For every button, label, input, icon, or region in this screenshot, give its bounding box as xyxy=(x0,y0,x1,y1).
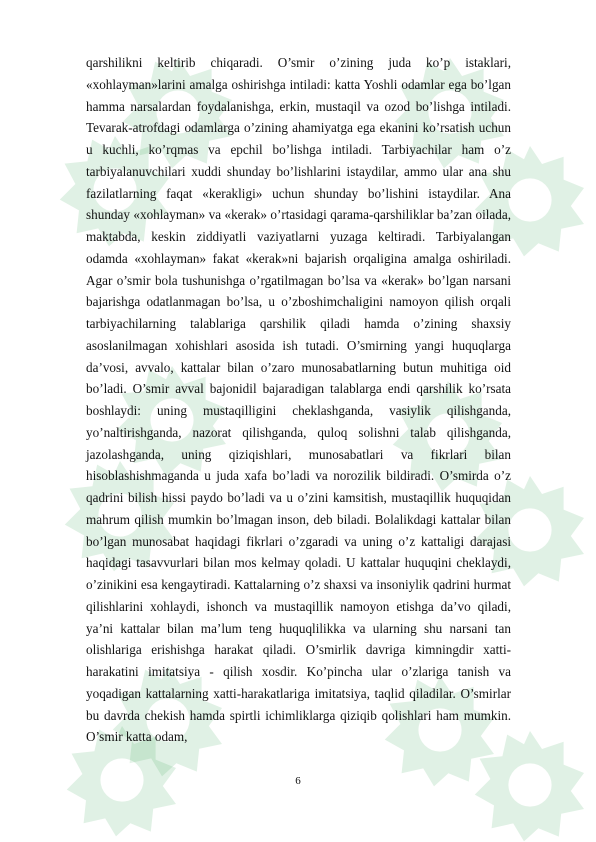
page-number: 6 xyxy=(295,775,301,787)
body-paragraph: qarshilikni keltirib chiqaradi. O’smir o’zining juda ko’p istaklari, «xohlayman»larini amalga oshirishga intiladi: katta Yoshli odamlar ega bo’lgan hamma narsalardan foydalanishga, erkin, mustaqil va ozod bo’lishga intiladi. Tevarak-atrofdagi odamlarga o’zining ahamiyatga ega ekanini ko’rsatish uchun u kuchli, ko’rqmas va epchil bo’lishga intiladi. Tarbiyachilar ham o’z tarbiyalanuvchilari xuddi shunday bo’lishlarini istaydilar, ammo ular ana shu fazilatlarning faqat «kerakligi» uchun shunday bo’lishini istaydilar. Ana shunday «xohlayman» va «kerak» o’rtasidagi qarama-qarshiliklar ba’zan oilada, maktabda, keskin ziddiyatli vaziyatlarni yuzaga keltiradi. Tarbiyalangan odamda «xohlayman» fakat «kerak»ni bajarish orqaligina amalga oshiriladi. Agar o’smir bola tushunishga o’rgatilmagan bo’lsa va «kerak» bo’lgan narsani bajarishga odatlanmagan bo’lsa, u o’zboshimchaligini namoyon qilish orqali tarbiyachilarning talablariga qarshilik qiladi hamda o’zining shaxsiy asoslanilmagan xohishlari asosida ish tutadi. O’smirning yangi huquqlarga da’vosi, avvalo, kattalar bilan o’zaro munosabatlarning butun muhitiga oid bo’ladi. O’smir avval bajonidil bajaradigan talablarga endi qarshilik ko’rsata boshlaydi: uning mustaqilligini cheklashganda, vasiylik qilishganda, yo’naltirishganda, nazorat qilishganda, quloq solishni talab qilishganda, jazolashganda, uning qiziqishlari, munosabatlari va fikrlari bilan hisoblashishmaganda u juda xafa bo’ladi va norozilik bildiradi. O’smirda o’z qadrini bilish hissi paydo bo’ladi va u o’zini kamsitish, mustaqillik huquqidan mahrum qilish mumkin bo’lmagan inson, deb biladi. Bolalikdagi kattalar bilan bo’lgan munosabat haqidagi fikrlari o’zgaradi va uning o’z kattaligi darajasi haqidagi tasavvurlari bilan mos kelmay qoladi. U kattalar huquqini cheklaydi, o’zinikini esa kengaytiradi. Kattalarning o’z shaxsi va insoniylik qadrini hurmat qilishlarini xohlaydi, ishonch va mustaqillik namoyon etishga da’vo qiladi, ya’ni kattalar bilan ma’lum teng huquqlilikka va ularning shu narsani tan olishlariga erishishga harakat qiladi. O’smirlik davriga kimningdir xatti-harakatini imitatsiya - qilish xosdir. Ko’pincha ular o’zlariga tanish va yoqadigan kattalarning xatti-harakatlariga imitatsiya, taqlid qiladilar. O’smirlar bu davrda chekish hamda spirtli ichimliklarga qiziqib qolishlari ham mumkin. O’smir katta odam, xyxy=(86,55,511,745)
